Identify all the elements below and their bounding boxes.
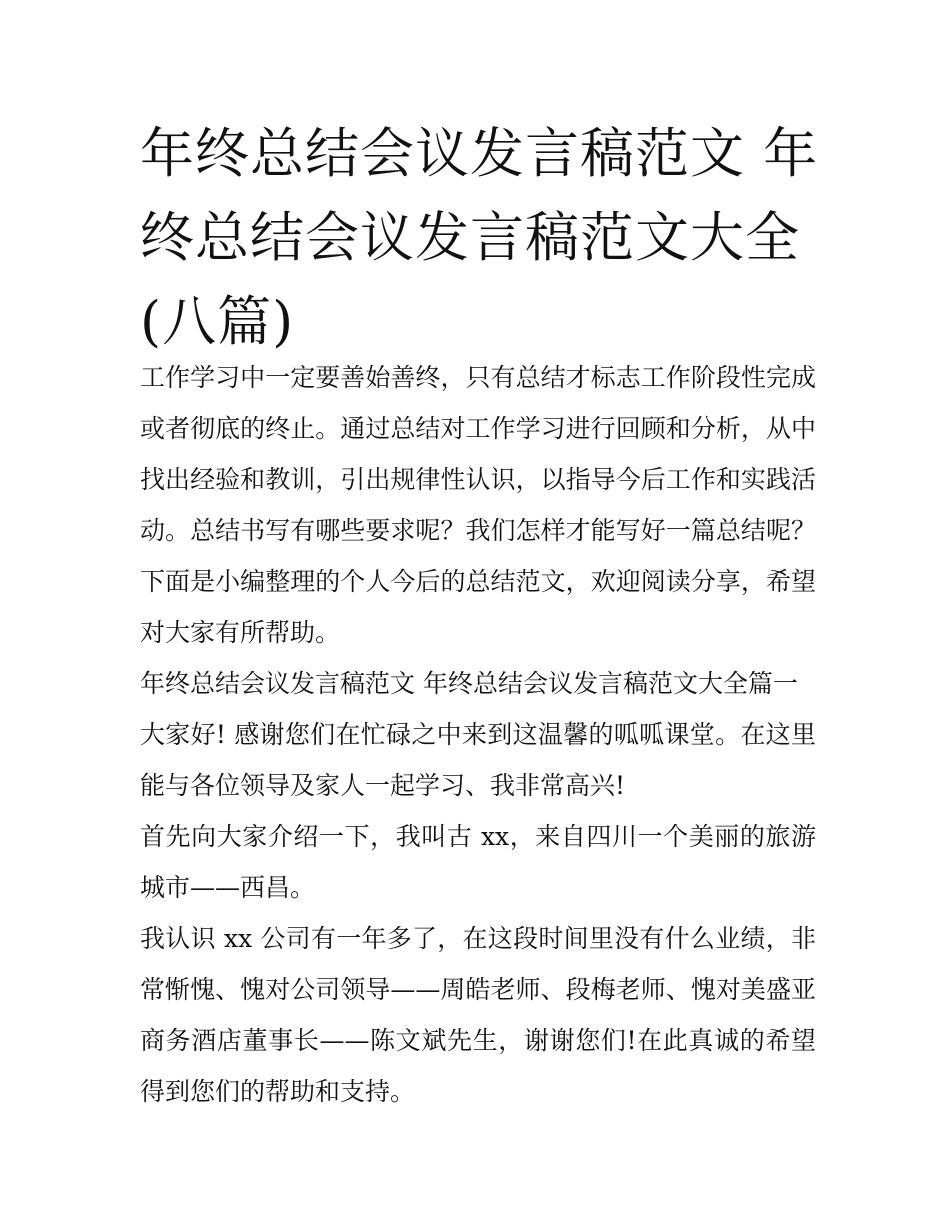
greeting-paragraph: 大家好! 感谢您们在忙碌之中来到这温馨的呱呱课堂。在这里能与各位领导及家人一起学习、我非常高兴!	[140, 720, 816, 800]
document-body	[140, 352, 816, 1117]
section-heading-paragraph: 年终总结会议发言稿范文 年终总结会议发言稿范文大全篇一	[140, 669, 798, 698]
document-title: 年终总结会议发言稿范文 年终总结会议发言稿范文大全(八篇)	[140, 122, 819, 353]
self-introduction-paragraph: 首先向大家介绍一下，我叫古 xx，来自四川一个美丽的旅游城市——西昌。	[140, 822, 816, 902]
intro-paragraph: 工作学习中一定要善始善终，只有总结才标志工作阶段性完成或者彻底的终止。通过总结对工作学习进行回顾和分析，从中找出经验和教训，引出规律性认识，以指导今后工作和实践活动。总结书写有哪些要求呢？我们怎样才能写好一篇总结呢？下面是小编整理的个人今后的总结范文，欢迎阅读分享，希望对大家有所帮助。	[140, 363, 816, 647]
acknowledgement-paragraph: 我认识 xx 公司有一年多了，在这段时间里没有什么业绩，非常惭愧、愧对公司领导——周皓老师、段梅老师、愧对美盛亚商务酒店董事长——陈文斌先生，谢谢您们!在此真诚的希望得到您们的帮助和支持。	[140, 924, 816, 1106]
